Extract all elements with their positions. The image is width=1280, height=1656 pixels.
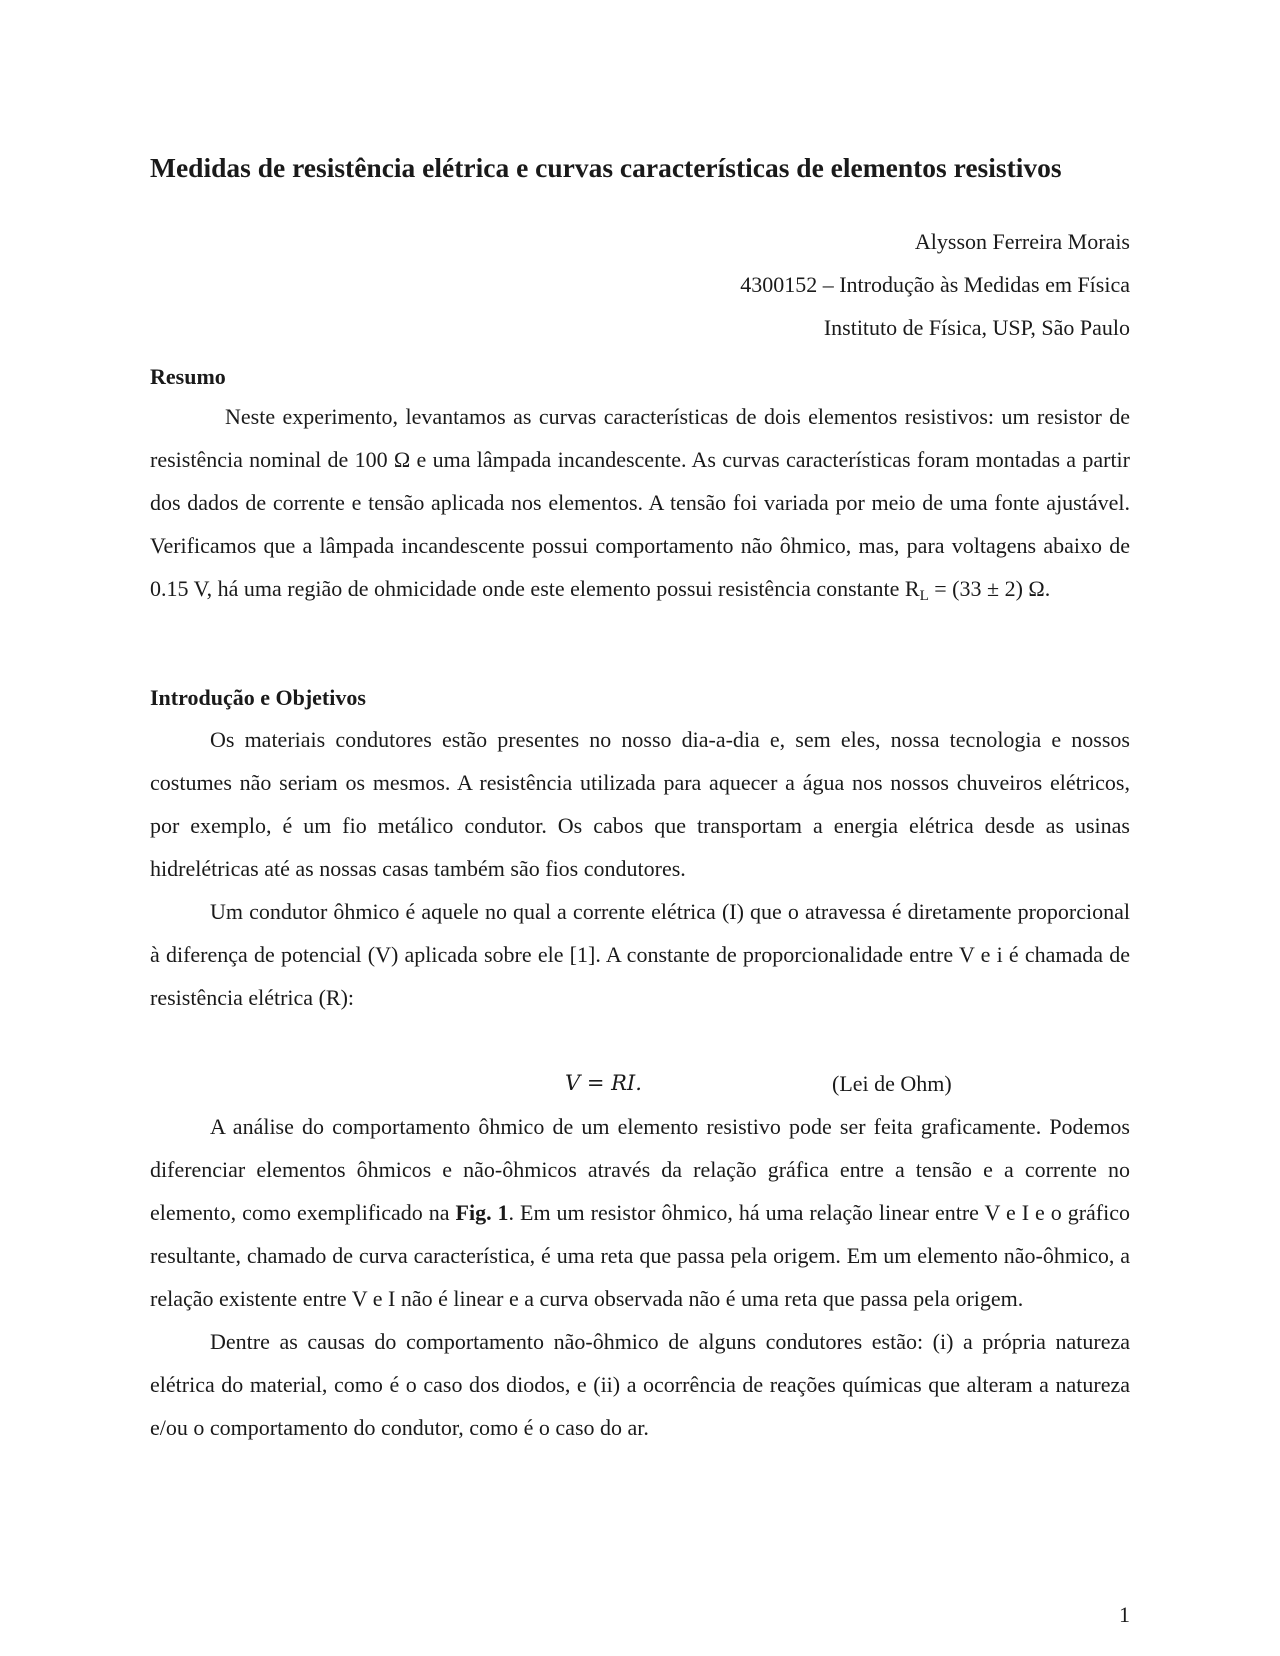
author-name: Alysson Ferreira Morais <box>914 229 1130 254</box>
author-block <box>740 220 1130 349</box>
abstract-text: Neste experimento, levantamos as curvas características de dois elementos resistivos: um resistor de resistência nominal de 100 Ω e uma lâmpada incandescente. As curvas características foram montadas a partir dos dados de corrente e tensão aplicada nos elementos. A tensão foi variada por meio de uma fonte ajustável. Verificamos que a lâmpada incandescente possui comportamento não ôhmico, mas, para voltagens abaixo de 0.15 V, há uma região de ohmicidade onde este elemento possui resistência constante R <box>150 404 1130 601</box>
intro-paragraph-3 <box>150 1105 1130 1320</box>
intro-heading: Introdução e Objetivos <box>150 685 366 710</box>
intro-paragraph-1: Os materiais condutores estão presentes no nosso dia-a-dia e, sem eles, nossa tecnologia e nossos costumes não seriam os mesmos. A resistência utilizada para aquecer a água nos nossos chuveiros elétricos, por exemplo, é um fio metálico condutor. Os cabos que transportam a energia elétrica desde as usinas hidrelétricas até as nossas casas também são fios condutores. <box>150 727 1130 881</box>
ohm-law-equation: V = RI. <box>565 1071 642 1095</box>
intro-paragraph-3-text-end: . Em um resistor ôhmico, há uma relação linear entre V e I e o gráfico resultante, chamado de curva característica, é uma reta que passa pela origem. Em um elemento não-ôhmico, a relação existente entre V e I não é linear e a curva observada não é uma reta que passa pela origem. <box>150 1200 1130 1311</box>
abstract-subscript: L <box>919 588 929 604</box>
abstract-text-end: = (33 ± 2) Ω. <box>928 576 1051 601</box>
intro-body-part2 <box>150 1105 1130 1449</box>
abstract-body <box>150 395 1130 610</box>
document-page <box>150 0 1130 1656</box>
equation-label: (Lei de Ohm) <box>832 1071 952 1096</box>
intro-paragraph-4: Dentre as causas do comportamento não-ôhmico de alguns condutores estão: (i) a própria natureza elétrica do material, como é o caso dos diodos, e (ii) a ocorrência de reações químicas que alteram a natureza e/ou o comportamento do condutor, como é o caso do ar. <box>150 1329 1130 1440</box>
intro-paragraph-2: Um condutor ôhmico é aquele no qual a corrente elétrica (I) que o atravessa é diretamente proporcional à diferença de potencial (V) aplicada sobre ele [1]. A constante de proporcionalidade entre V e i é chamada de resistência elétrica (R): <box>150 899 1130 1010</box>
page-number: 1 <box>1119 1602 1130 1627</box>
equation-row <box>150 1062 1130 1105</box>
figure-reference: Fig. 1 <box>455 1200 509 1225</box>
paper-title: Medidas de resistência elétrica e curvas características de elementos resistivos <box>150 152 1062 183</box>
intro-paragraph-3-text: A análise do comportamento ôhmico de um elemento resistivo pode ser feita graficamente. Podemos diferenciar elementos ôhmicos e não-ôhmicos através da relação gráfica entre a tensão e a corrente no elemento, como exemplificado na <box>150 1114 1130 1225</box>
abstract-heading: Resumo <box>150 364 226 389</box>
intro-body-part1 <box>150 718 1130 1019</box>
author-course: 4300152 – Introdução às Medidas em Física <box>740 272 1130 297</box>
author-institution: Instituto de Física, USP, São Paulo <box>823 315 1130 340</box>
abstract-paragraph <box>150 395 1130 610</box>
